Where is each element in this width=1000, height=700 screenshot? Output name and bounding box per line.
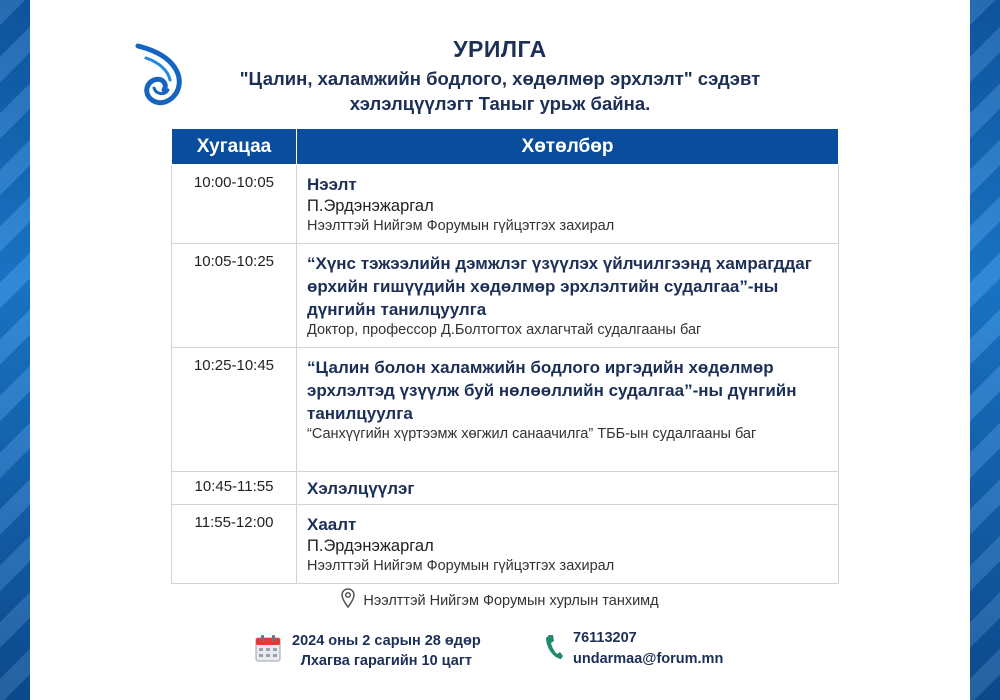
event-date	[292, 631, 481, 671]
table-header-row	[172, 129, 839, 165]
page-title: УРИЛГА	[453, 36, 547, 62]
row-program	[297, 348, 839, 472]
row-time: 10:00-10:05	[172, 165, 297, 244]
row-title: “Цалин болон халамжийн бодлого иргэдийн хөдөлмөр эрхлэлтэд үзүүлж буй нөлөөллийн судалгаа”-ны дүнгийн танилцуулга	[307, 358, 797, 423]
row-role: Доктор, профессор Д.Болтогтох ахлагчтай судалгааны баг	[307, 322, 702, 338]
calendar-icon	[255, 634, 281, 662]
table-row	[172, 165, 839, 244]
page-subtitle: "Цалин, халамжийн бодлого, хөдөлмөр эрхлэлт" сэдэвт хэлэлцүүлэгт Таныг урьж байна.	[239, 68, 761, 114]
row-program	[297, 505, 839, 584]
location-text: Нээлттэй Нийгэм Форумын хурлын танхимд	[363, 593, 659, 609]
date-line: 2024 оны 2 сарын 28 өдөр	[292, 633, 481, 649]
event-location	[0, 588, 1000, 609]
row-program	[297, 244, 839, 348]
row-program	[297, 472, 839, 505]
program-table	[171, 128, 839, 584]
row-time: 10:25-10:45	[172, 348, 297, 472]
row-title: Хэлэлцүүлэг	[307, 479, 415, 498]
row-role: “Санхүүгийн хүртээмж хөгжил санаачилга” ТББ-ын судалгааны баг	[307, 426, 757, 442]
email-address[interactable]: undarmaa@forum.mn	[573, 651, 724, 667]
table-row	[172, 472, 839, 505]
row-person: П.Эрдэнэжаргал	[307, 197, 434, 215]
contact-info	[573, 628, 723, 670]
row-time: 10:05-10:25	[172, 244, 297, 348]
map-pin-icon	[341, 588, 355, 608]
row-time: 11:55-12:00	[172, 505, 297, 584]
phone-icon	[544, 633, 564, 661]
row-program	[297, 165, 839, 244]
row-role: Нээлттэй Нийгэм Форумын гүйцэтгэх захирал	[307, 218, 615, 234]
row-title: “Хүнс тэжээлийн дэмжлэг үзүүлэх үйлчилгээнд хамрагддаг өрхийн гишүүдийн хөдөлмөр эрхлэлтийн судалгаа”-ны дүнгийн танилцуулга	[307, 254, 812, 319]
table-row	[172, 505, 839, 584]
row-title: Нээлт	[307, 175, 357, 194]
time-line: Лхагва гарагийн 10 цагт	[300, 653, 472, 669]
column-header-program: Хөтөлбөр	[297, 129, 839, 165]
column-header-time: Хугацаа	[172, 129, 297, 165]
row-title: Хаалт	[307, 515, 357, 534]
row-person: П.Эрдэнэжаргал	[307, 537, 434, 555]
row-role: Нээлттэй Нийгэм Форумын гүйцэтгэх захирал	[307, 558, 615, 574]
table-row	[172, 348, 839, 472]
phone-number[interactable]: 76113207	[573, 630, 637, 646]
row-time: 10:45-11:55	[172, 472, 297, 505]
table-row	[172, 244, 839, 348]
